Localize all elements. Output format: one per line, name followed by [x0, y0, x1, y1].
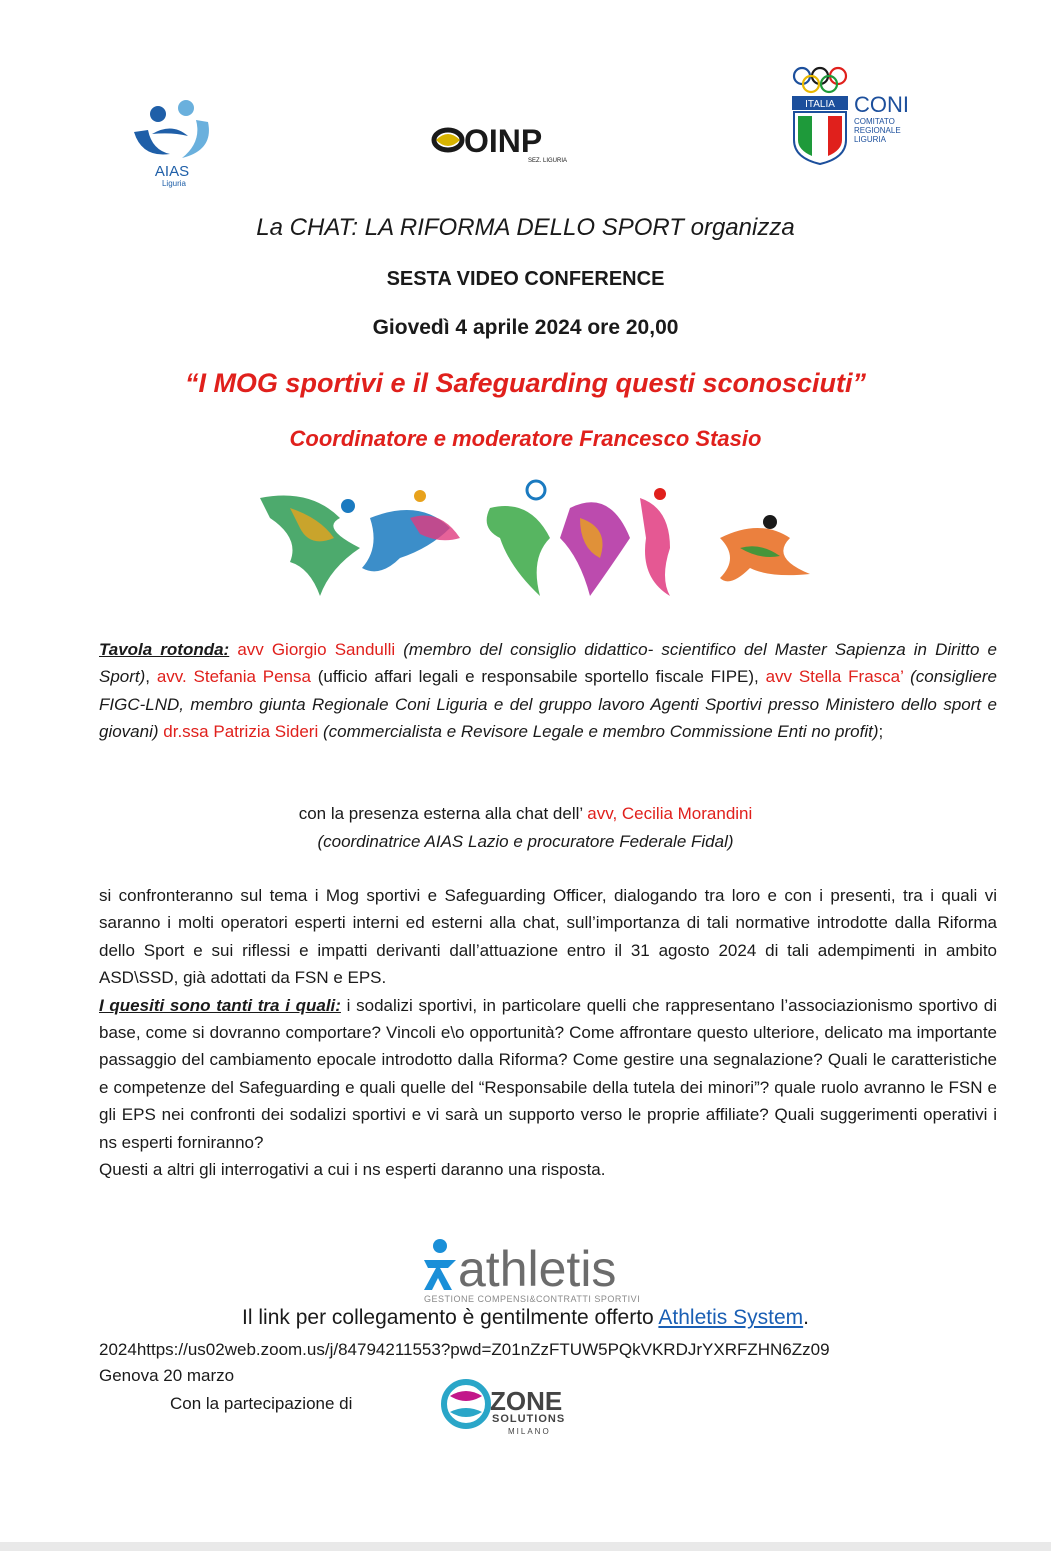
athletis-name: athletis: [458, 1241, 617, 1297]
coni-badge: ITALIA: [805, 99, 835, 110]
guest-role: (coordinatrice AIAS Lazio e procuratore Federale Fidal): [317, 832, 734, 851]
event-date: Giovedì 4 aprile 2024 ore 20,00: [372, 316, 679, 339]
coni-line3: LIGURIA: [854, 135, 887, 144]
athletis-tagline: GESTIONE COMPENSI&CONTRATTI SPORTIVI: [424, 1294, 641, 1304]
separator: ,: [145, 667, 157, 687]
coni-logo: [786, 64, 946, 168]
guest-name: avv, Cecilia Morandini: [587, 804, 753, 823]
sports-illustration: [250, 478, 820, 600]
athletis-logo: [418, 1234, 678, 1306]
panelist-sandulli-desc: (membro del consiglio didattico- scientifico del Master Sapienza in Diritto e Sport): [99, 640, 997, 687]
body-text: [99, 882, 997, 1183]
event-name: SESTA VIDEO CONFERENCE: [386, 268, 665, 290]
panelist-sideri: dr.ssa Patrizia Sideri: [163, 722, 319, 742]
questions-text: i sodalizi sportivi, in particolare quelli che rappresentano l’associazionismo sportivo di base, come si dovranno comportare? Vincoli e\o opportunità? Come affrontare questo ulteriore, delicato ma importante passaggio del cambiamento epocale introdotto dalla Riforma? Come gestire una segnalazione? Quali le caratteristiche e competenze del Safeguarding e quali quelle del “Responsabile della tutela dei minori”? quale ruolo avranno le FSN e gli EPS nei confronti dei sodalizi sportivi e vi sarà un supporto verso le proprie affiliate? Quali suggerimenti operativi i ns esperti forniranno?: [99, 995, 997, 1152]
oinp-logo-text: OINP: [464, 123, 543, 159]
panelist-frasca-desc: (consigliere FIGC-LND, membro giunta Regionale Coni Liguria e del gruppo lavoro Agenti Sportivi presso Ministero dello sport e giovani): [99, 667, 998, 742]
moderator-line: Coordinatore e moderatore Francesco Stasio: [289, 426, 762, 451]
closing-line: Questi a altri gli interrogativi a cui i ns esperti daranno una risposta.: [99, 1160, 606, 1180]
panelist-sideri-desc: (commercialista e Revisore Legale e membro Commissione Enti no profit): [322, 722, 879, 742]
athletis-system-link[interactable]: Athletis System: [658, 1306, 804, 1329]
oinp-logo-sub: SEZ. LIGURIA: [528, 158, 568, 164]
paragraph-end: ;: [878, 722, 884, 742]
guest-intro: con la presenza esterna alla chat dell’: [298, 804, 583, 823]
separator: ,: [754, 667, 766, 687]
event-title: “I MOG sportivi e il Safeguarding questi sconosciuti”: [184, 368, 867, 398]
panelist-sandulli: avv Giorgio Sandulli: [237, 640, 396, 659]
aias-logo-sub: Liguria: [161, 179, 187, 188]
place-date: Genova 20 marzo: [99, 1366, 235, 1385]
questions-label: I quesiti sono tanti tra i quali:: [99, 995, 341, 1015]
link-sentence: [0, 1306, 1051, 1330]
panelist-pensa: avv. Stefania Pensa: [156, 667, 311, 687]
zone-solutions-logo: [440, 1376, 600, 1440]
link-end: .: [803, 1306, 809, 1329]
aias-logo-text: AIAS: [154, 163, 190, 180]
tavola-label: Tavola rotonda:: [99, 640, 230, 659]
coni-line1: COMITATO: [854, 117, 895, 126]
link-intro: Il link per collegamento è gentilmente offerto: [242, 1306, 654, 1329]
organizer-line: La CHAT: LA RIFORMA DELLO SPORT organizza: [256, 214, 795, 241]
bottom-bar: [0, 1542, 1051, 1551]
body-paragraph-1: si confronteranno sul tema i Mog sportivi e Safeguarding Officer, dialogando tra loro e con i presenti, tra i quali vi saranno i molti operatori esperti interni ed esterni alla chat, sull’importanza di tali normative introdotte dalla Riforma dello Sport e sui riflessi e impatti derivanti dall’attuazione entro il 31 agosto 2024 di tali adempimenti in ambito ASD\SSD, già adottati da FSN e EPS.: [99, 886, 997, 988]
zone-sub2: MILANO: [508, 1427, 551, 1436]
zone-sub1: SOLUTIONS: [492, 1413, 566, 1425]
panelist-frasca: avv Stella Frasca’: [765, 667, 904, 687]
tavola-rotonda-paragraph: [99, 636, 997, 746]
coni-name: CONI: [854, 92, 909, 117]
external-guest: [0, 800, 1051, 856]
panelist-pensa-desc: (ufficio affari legali e responsabile sportello fiscale FIPE): [317, 667, 755, 687]
oinp-logo: [430, 118, 570, 168]
coni-line2: REGIONALE: [854, 126, 901, 135]
partecipazione-line: Con la partecipazione di: [170, 1394, 353, 1413]
zoom-url[interactable]: 2024https://us02web.zoom.us/j/84794211553?pwd=Z01nZzFTUW5PQkVKRDJrYXRFZHN6Zz09: [99, 1340, 830, 1359]
aias-logo: [122, 92, 222, 188]
zone-name: ZONE: [490, 1386, 563, 1416]
